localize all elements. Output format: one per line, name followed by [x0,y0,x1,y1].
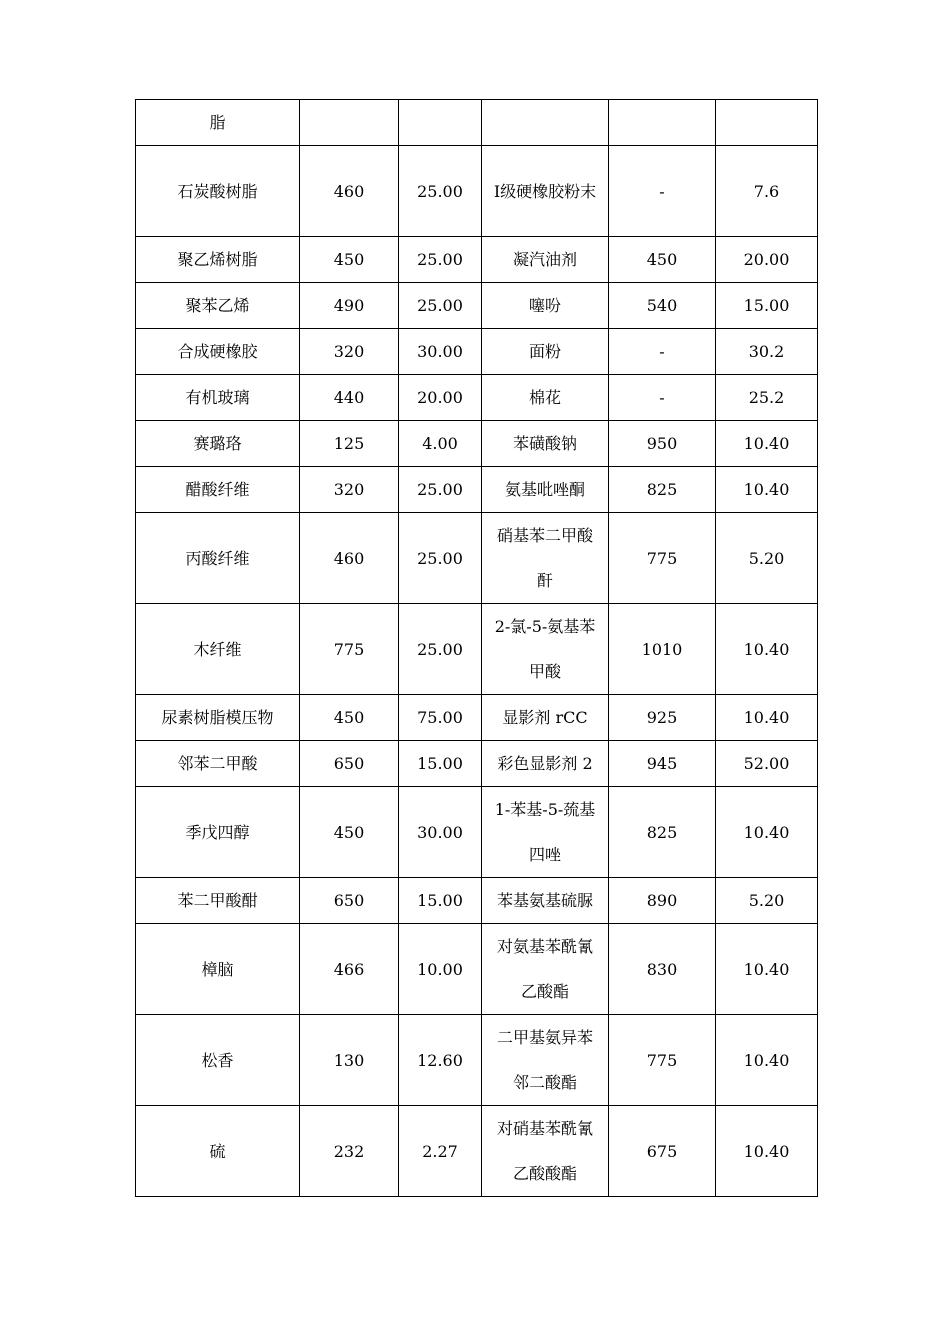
table-cell: 10.40 [716,924,818,1015]
table-cell: 丙酸纤维 [136,513,300,604]
table-cell: 30.2 [716,329,818,375]
table-cell: 830 [609,924,716,1015]
table-cell: 20.00 [716,237,818,283]
table-cell: 脂 [136,100,300,146]
table-cell: 775 [609,1015,716,1106]
table-cell: 950 [609,421,716,467]
table-cell: 320 [300,329,399,375]
table-cell: 320 [300,467,399,513]
table-row [136,421,818,467]
table-cell: 尿素树脂模压物 [136,695,300,741]
table-row [136,1106,818,1197]
table-body [136,100,818,1197]
table-cell: 1010 [609,604,716,695]
table-cell: 825 [609,467,716,513]
table-row [136,283,818,329]
table-cell: 季戊四醇 [136,787,300,878]
table-row [136,513,818,604]
table-cell: 2-氯-5-氨基苯甲酸 [482,604,609,695]
table-cell: 490 [300,283,399,329]
table-row [136,237,818,283]
table-cell [399,100,482,146]
table-cell: 25.00 [399,146,482,237]
table-cell: 聚乙烯树脂 [136,237,300,283]
table-row [136,604,818,695]
table-cell: 25.00 [399,283,482,329]
table-cell: Ⅰ级硬橡胶粉末 [482,146,609,237]
table-cell: 10.40 [716,1106,818,1197]
table-cell: 合成硬橡胶 [136,329,300,375]
table-cell: 4.00 [399,421,482,467]
table-cell: 450 [609,237,716,283]
table-cell: 1-苯基-5-巯基四唑 [482,787,609,878]
table-cell: 樟脑 [136,924,300,1015]
table-cell: 松香 [136,1015,300,1106]
table-cell: - [609,375,716,421]
table-cell: 有机玻璃 [136,375,300,421]
table-row [136,375,818,421]
table-cell [716,100,818,146]
table-row [136,787,818,878]
table-cell: 凝汽油剂 [482,237,609,283]
table-cell: 25.00 [399,237,482,283]
table-cell: - [609,146,716,237]
table-cell: 10.40 [716,421,818,467]
table-cell: 650 [300,878,399,924]
table-cell: 15.00 [399,878,482,924]
table-cell: 硫 [136,1106,300,1197]
table-cell: 890 [609,878,716,924]
table-cell: 450 [300,787,399,878]
table-cell: 10.40 [716,787,818,878]
table-cell: 945 [609,741,716,787]
table-cell: 醋酸纤维 [136,467,300,513]
table-cell [482,100,609,146]
table-cell: 10.40 [716,1015,818,1106]
table-row [136,741,818,787]
table-cell: 2.27 [399,1106,482,1197]
table-cell: 15.00 [399,741,482,787]
table-cell: 木纤维 [136,604,300,695]
table-cell: 10.40 [716,695,818,741]
table-cell: 75.00 [399,695,482,741]
table-cell: 25.00 [399,467,482,513]
table-cell: 邻苯二甲酸 [136,741,300,787]
table-cell: 7.6 [716,146,818,237]
table-cell: 450 [300,695,399,741]
table-row [136,878,818,924]
table-cell: 棉花 [482,375,609,421]
table-cell: 925 [609,695,716,741]
table-cell: 二甲基氨异苯邻二酸酯 [482,1015,609,1106]
table-cell: 苯磺酸钠 [482,421,609,467]
table-row [136,329,818,375]
table-row [136,146,818,237]
table-cell: - [609,329,716,375]
table-cell: 硝基苯二甲酸酐 [482,513,609,604]
table-row [136,1015,818,1106]
table-cell: 5.20 [716,878,818,924]
table-cell: 775 [300,604,399,695]
table-cell: 775 [609,513,716,604]
table-cell: 30.00 [399,787,482,878]
table-cell: 氨基吡唑酮 [482,467,609,513]
table-cell: 对硝基苯酰氰乙酸酸酯 [482,1106,609,1197]
table-cell: 450 [300,237,399,283]
table-cell [300,100,399,146]
table-row [136,695,818,741]
table-cell: 10.40 [716,467,818,513]
table-cell: 466 [300,924,399,1015]
table-cell: 125 [300,421,399,467]
table-cell: 对氨基苯酰氰乙酸酯 [482,924,609,1015]
table-cell: 25.00 [399,604,482,695]
table-cell: 10.00 [399,924,482,1015]
table-cell: 聚苯乙烯 [136,283,300,329]
table-cell: 130 [300,1015,399,1106]
table-cell: 赛璐珞 [136,421,300,467]
table-cell: 5.20 [716,513,818,604]
table-cell [609,100,716,146]
table-cell: 苯二甲酸酣 [136,878,300,924]
table-cell: 面粉 [482,329,609,375]
table-cell: 20.00 [399,375,482,421]
table-row [136,924,818,1015]
table-cell: 25.00 [399,513,482,604]
data-table [135,99,818,1197]
table-row [136,467,818,513]
table-row [136,100,818,146]
table-cell: 460 [300,146,399,237]
table-cell: 12.60 [399,1015,482,1106]
table-cell: 460 [300,513,399,604]
table-cell: 噻吩 [482,283,609,329]
table-cell: 540 [609,283,716,329]
table-cell: 650 [300,741,399,787]
table-cell: 显影剂 rCC [482,695,609,741]
table-cell: 30.00 [399,329,482,375]
table-cell: 10.40 [716,604,818,695]
table-cell: 52.00 [716,741,818,787]
table-cell: 25.2 [716,375,818,421]
table-cell: 石炭酸树脂 [136,146,300,237]
table-cell: 232 [300,1106,399,1197]
table-cell: 675 [609,1106,716,1197]
table-cell: 15.00 [716,283,818,329]
table-cell: 彩色显影剂 2 [482,741,609,787]
table-cell: 440 [300,375,399,421]
table-cell: 825 [609,787,716,878]
table-cell: 苯基氨基硫脲 [482,878,609,924]
